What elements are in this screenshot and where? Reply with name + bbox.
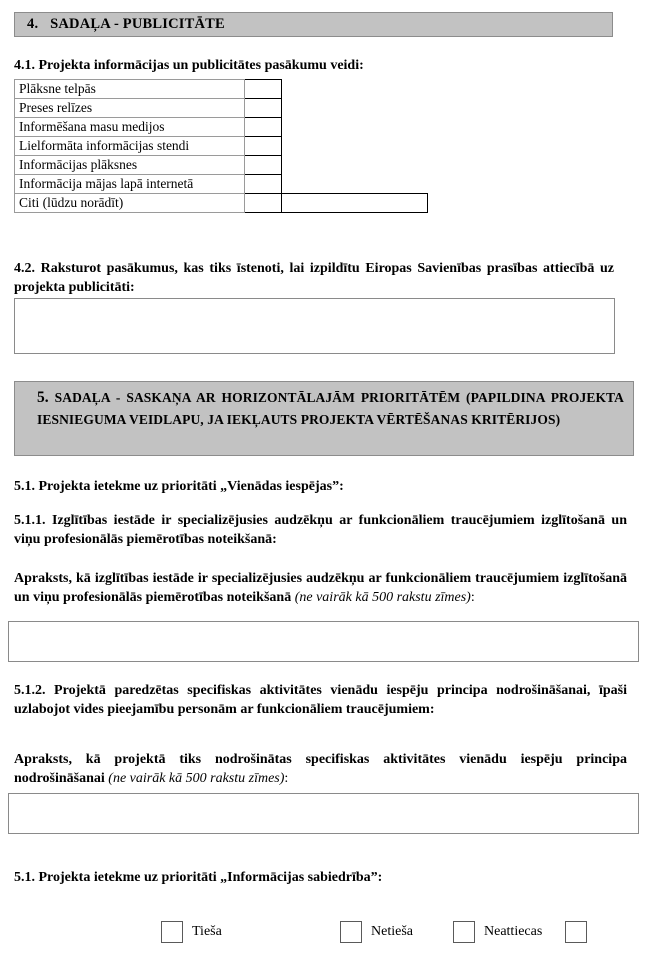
table-row [15,99,428,118]
question-5-1-2-prompt-note: (ne vairāk kā 500 rakstu zīmes) [104,771,285,786]
measure-checkbox-cell[interactable] [245,175,282,194]
other-measure-input-cell[interactable] [282,194,428,213]
measure-checkbox-cell[interactable] [245,194,282,213]
measure-label: Informēšana masu medijos [15,118,245,137]
choice-tiesa[interactable] [161,918,222,946]
question-5-1-information-society-heading: 5.1. Projekta ietekme uz prioritāti „Informācijas sabiedrība”: [14,870,383,885]
question-5-1-2-heading: 5.1.2. Projektā paredzētas specifiskas aktivitātes vienādu iespēju principa nodrošināšanai, īpaši uzlabojot vides pieejamību personām ar funkcionāliem traucējumiem: [14,683,627,717]
spacer-cell [282,137,428,156]
checkbox-icon-tiesa[interactable] [161,921,183,943]
spacer-cell [282,156,428,175]
measure-label: Citi (lūdzu norādīt) [15,194,245,213]
section-4-banner [14,12,613,37]
section-4-title: SADAĻA - PUBLICITĀTE [50,16,225,32]
section-5-title: SADAĻA - SASKAŅA AR HORIZONTĀLAJĀM PRIORITĀTĒM (PAPILDINA PROJEKTA IESNIEGUMA VEIDLAPU, JA IEKĻAUTS PROJEKTA VĒRTĒŠANAS KRITĒRIJOS) [37,390,624,427]
measure-checkbox-cell[interactable] [245,156,282,175]
question-5-1-2-prompt-main: Apraksts, kā projektā tiks nodrošinātas specifiskas aktivitātes vienādu iespēju principa nodrošināšanai [14,752,627,786]
choice-netiesa[interactable] [340,918,413,946]
measure-checkbox-cell[interactable] [245,137,282,156]
table-row [15,156,428,175]
question-5-1-1-prompt-main: Apraksts, kā izglītības iestāde ir specializējusies audzēkņu ar funkcionāliem traucējumiem izglītošanā un viņu profesionālās piemērotības noteikšanā [14,571,627,605]
measure-label: Plāksne telpās [15,80,245,99]
measure-label: Preses relīzes [15,99,245,118]
choice-neattiecas[interactable] [453,918,542,946]
question-5-1-1-prompt [14,569,627,607]
publicity-measures-table-body [15,80,428,213]
question-5-1-2-prompt [14,750,627,788]
measure-checkbox-cell[interactable] [245,118,282,137]
measure-checkbox-cell[interactable] [245,80,282,99]
choice-label-netiesa: Netieša [371,924,413,939]
choice-label-neattiecas: Neattiecas [484,924,543,939]
spacer-cell [282,175,428,194]
question-4-1-heading: 4.1. Projekta informācijas un publicitātes pasākumu veidi: [14,58,364,73]
measure-label: Informācija mājas lapā internetā [15,175,245,194]
spacer-cell [282,99,428,118]
question-5-1-2-prompt-colon: : [284,771,289,786]
table-row [15,175,428,194]
question-5-1-1-answer-box[interactable] [8,621,639,662]
table-row [15,80,428,99]
checkbox-icon-unlabeled[interactable] [565,921,587,943]
question-4-2-answer-box[interactable] [14,298,615,354]
question-5-1-2-answer-box[interactable] [8,793,639,834]
checkbox-icon-neattiecas[interactable] [453,921,475,943]
checkbox-icon-netiesa[interactable] [340,921,362,943]
measure-checkbox-cell[interactable] [245,99,282,118]
table-row [15,118,428,137]
question-5-1-1-prompt-colon: : [470,590,475,605]
section-5-banner [14,381,634,456]
section-4-number: 4. [27,16,39,32]
question-4-2-heading: 4.2. Raksturot pasākumus, kas tiks īstenoti, lai izpildītu Eiropas Savienības prasības attiecībā uz projekta publicitāti: [14,261,614,295]
question-5-1-1-heading: 5.1.1. Izglītības iestāde ir specializējusies audzēkņu ar funkcionāliem traucējumiem izglītošanā un viņu profesionālās piemērotības noteikšanā: [14,513,627,547]
table-row [15,194,428,213]
question-5-1-equal-opportunities-heading: 5.1. Projekta ietekme uz prioritāti „Vienādas iespējas”: [14,479,344,494]
section-5-number: 5. [37,389,49,406]
information-society-choice-row [0,918,645,950]
spacer-cell [282,118,428,137]
question-5-1-1-prompt-note: (ne vairāk kā 500 rakstu zīmes) [291,590,471,605]
choice-label-tiesa: Tieša [192,924,222,939]
table-row [15,137,428,156]
measure-label: Lielformāta informācijas stendi [15,137,245,156]
choice-unlabeled[interactable] [565,918,596,946]
publicity-measures-table [14,79,428,213]
spacer-cell [282,80,428,99]
measure-label: Informācijas plāksnes [15,156,245,175]
